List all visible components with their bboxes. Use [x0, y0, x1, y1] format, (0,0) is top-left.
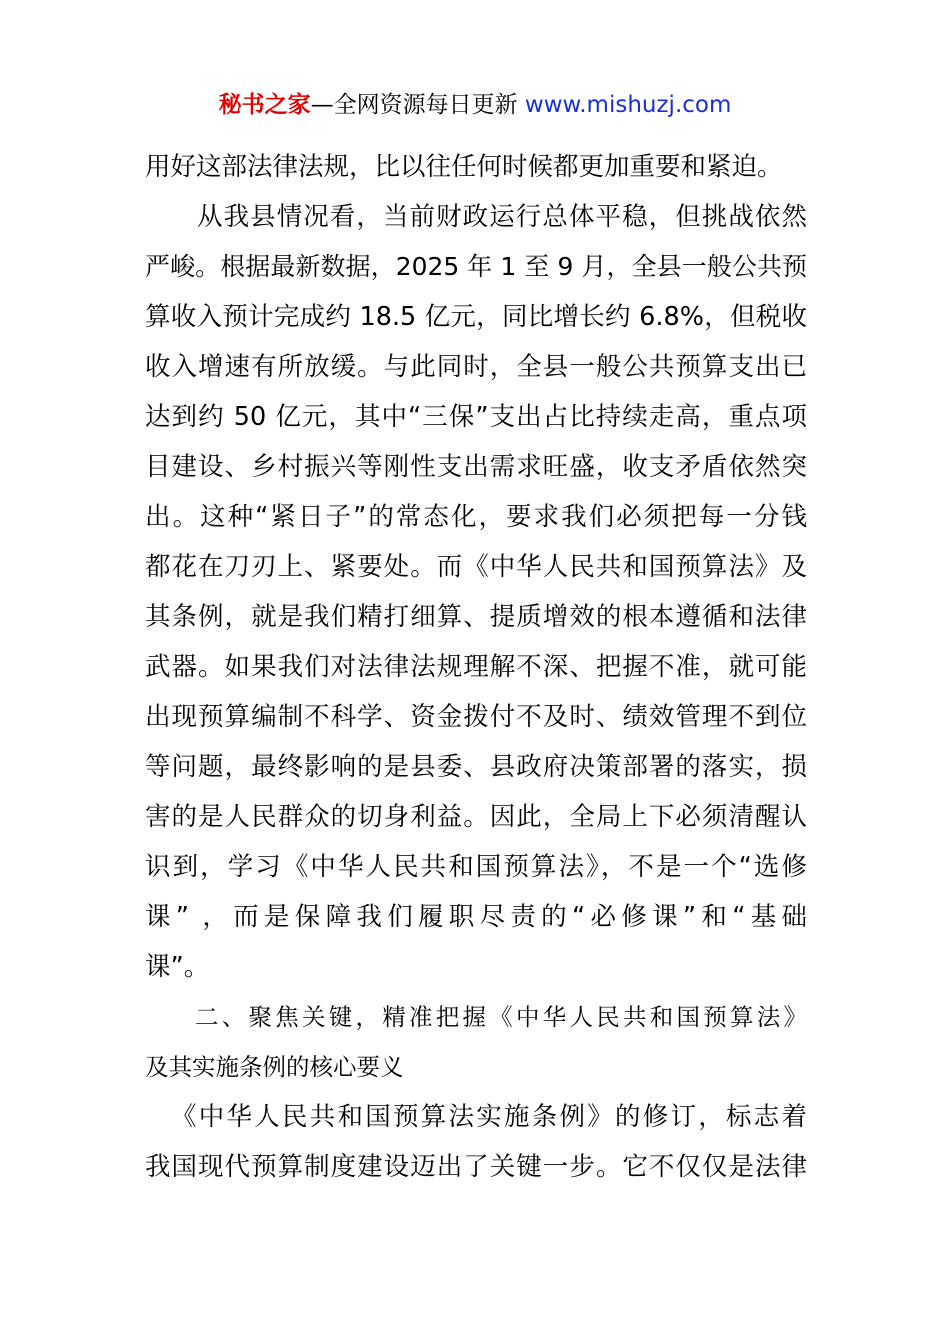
header-url[interactable]: www.mishuzj.com	[524, 92, 732, 118]
text-line: 等问题，最终影响的是县委、县政府决策部署的落实，损	[145, 752, 807, 782]
text-line: 出现预算编制不科学、资金拨付不及时、绩效管理不到位	[145, 702, 807, 732]
text-line: 收入增速有所放缓。与此同时，全县一般公共预算支出已	[145, 352, 807, 382]
section-heading: 及其实施条例的核心要义	[145, 1053, 404, 1081]
text-line: 出。这种“紧日子”的常态化，要求我们必须把每一分钱	[145, 502, 807, 532]
text-line: 从我县情况看，当前财政运行总体平稳，但挑战依然	[197, 202, 807, 232]
text-line: 识到，学习《中华人民共和国预算法》，不是一个“选修	[145, 852, 807, 882]
section-heading: 二、聚焦关键，精准把握《中华人民共和国预算法》	[195, 1003, 807, 1031]
text-line: 武器。如果我们对法律法规理解不深、把握不准，就可能	[145, 652, 807, 682]
text-line: 课” ，而是保障我们履职尽责的“必修课”和“基础	[145, 902, 807, 932]
text-line: 都花在刀刃上、紧要处。而《中华人民共和国预算法》及	[145, 552, 807, 582]
text-line: 其条例，就是我们精打细算、提质增效的根本遵循和法律	[145, 602, 807, 632]
brand-name: 秘书之家	[218, 92, 311, 118]
document-body	[145, 142, 807, 1192]
text-line: 《中华人民共和国预算法实施条例》的修订，标志着	[171, 1102, 807, 1132]
text-line: 害的是人民群众的切身利益。因此，全局上下必须清醒认	[145, 802, 807, 832]
text-line: 课”。	[145, 952, 210, 982]
text-line: 严峻。根据最新数据，2025 年 1 至 9 月，全县一般公共预	[145, 252, 807, 281]
text-line: 我国现代预算制度建设迈出了关键一步。它不仅仅是法律	[145, 1152, 807, 1182]
text-line: 用好这部法律法规，比以往任何时候都更加重要和紧迫。	[145, 152, 783, 182]
page-header	[0, 88, 950, 122]
text-line: 达到约 50 亿元，其中“三保”支出占比持续走高，重点项	[145, 402, 807, 432]
header-tagline: —全网资源每日更新	[310, 92, 518, 118]
text-line: 目建设、乡村振兴等刚性支出需求旺盛，收支矛盾依然突	[145, 452, 807, 482]
text-line: 算收入预计完成约 18.5 亿元，同比增长约 6.8%，但税收	[145, 302, 807, 332]
